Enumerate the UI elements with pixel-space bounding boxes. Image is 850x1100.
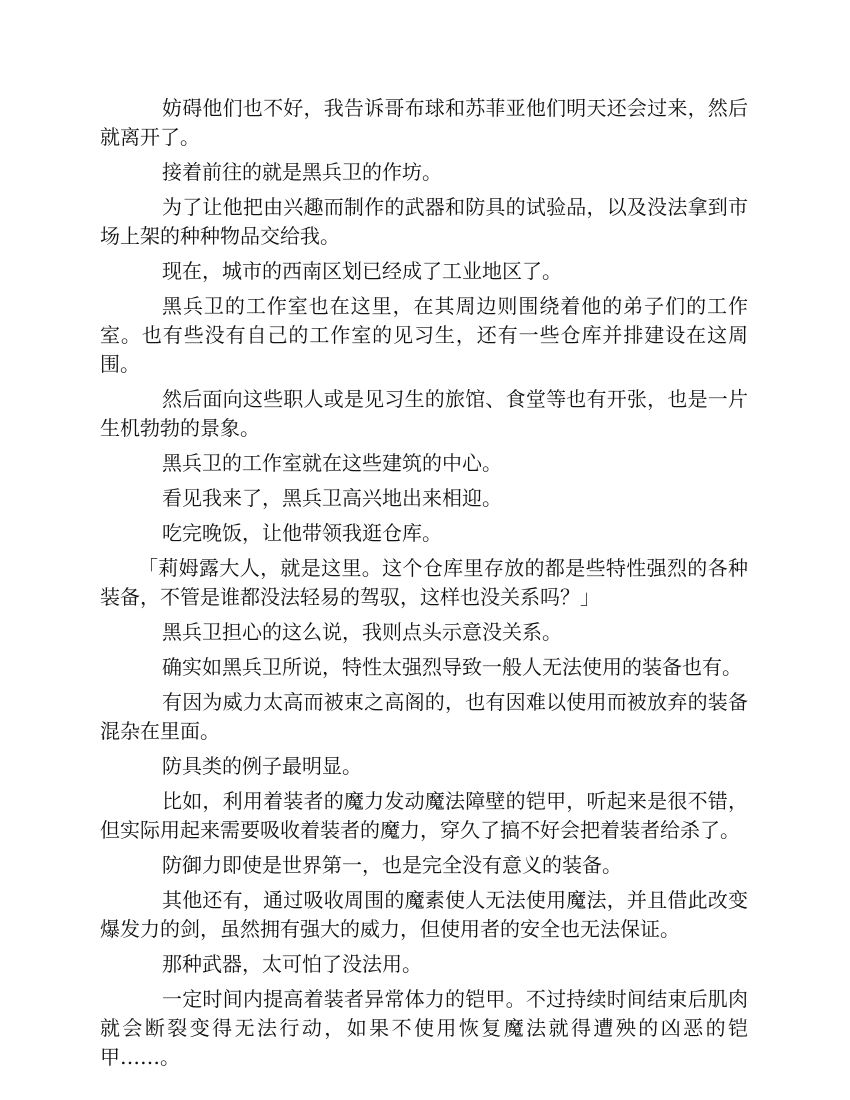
paragraph: 防具类的例子最明显。 [162, 754, 362, 778]
dialogue-paragraph: 「莉姆露大人，就是这里。这个仓库里存放的都是些特性强烈的各种装备，不管是谁都没法轻易的驾驭，这样也没关系吗？」 [100, 556, 748, 609]
paragraph: 黑兵卫的工作室也在这里，在其周边则围绕着他的弟子们的工作室。也有些没有自己的工作室的见习生，还有一些仓库并排建设在这周围。 [100, 294, 748, 376]
paragraph: 为了让他把由兴趣而制作的武器和防具的试验品，以及没法拿到市场上架的种种物品交给我。 [100, 195, 748, 248]
paragraph: 黑兵卫的工作室就在这些建筑的中心。 [162, 451, 502, 475]
paragraph: 其他还有，通过吸收周围的魔素使人无法使用魔法，并且借此改变爆发力的剑，虽然拥有强大的威力，但使用者的安全也无法保证。 [100, 888, 748, 941]
paragraph: 然后面向这些职人或是见习生的旅馆、食堂等也有开张，也是一片生机勃勃的景象。 [100, 387, 748, 440]
paragraph: 确实如黑兵卫所说，特性太强烈导致一般人无法使用的装备也有。 [162, 655, 742, 679]
paragraph: 那种武器，太可怕了没法用。 [162, 952, 422, 976]
paragraph: 接着前往的就是黑兵卫的作坊。 [162, 160, 442, 184]
paragraph: 比如，利用着装者的魔力发动魔法障壁的铠甲，听起来是很不错，但实际用起来需要吸收着装者的魔力，穿久了搞不好会把着装者给杀了。 [100, 789, 748, 842]
paragraph: 吃完晚饭，让他带领我逛仓库。 [162, 521, 442, 545]
paragraph: 防御力即使是世界第一，也是完全没有意义的装备。 [162, 853, 622, 877]
paragraph: 一定时间内提高着装者异常体力的铠甲。不过持续时间结束后肌肉就会断裂变得无法行动，如果不使用恢复魔法就得遭殃的凶恶的铠甲……。 [100, 987, 748, 1069]
paragraph: 有因为威力太高而被束之高阁的，也有因难以使用而被放弃的装备混杂在里面。 [100, 690, 748, 743]
paragraph: 妨碍他们也不好，我告诉哥布球和苏菲亚他们明天还会过来，然后就离开了。 [100, 96, 748, 149]
paragraph: 看见我来了，黑兵卫高兴地出来相迎。 [162, 486, 502, 510]
paragraph: 现在，城市的西南区划已经成了工业地区了。 [162, 259, 562, 283]
document-page [100, 94, 748, 1078]
paragraph: 黑兵卫担心的这么说，我则点头示意没关系。 [162, 620, 562, 644]
